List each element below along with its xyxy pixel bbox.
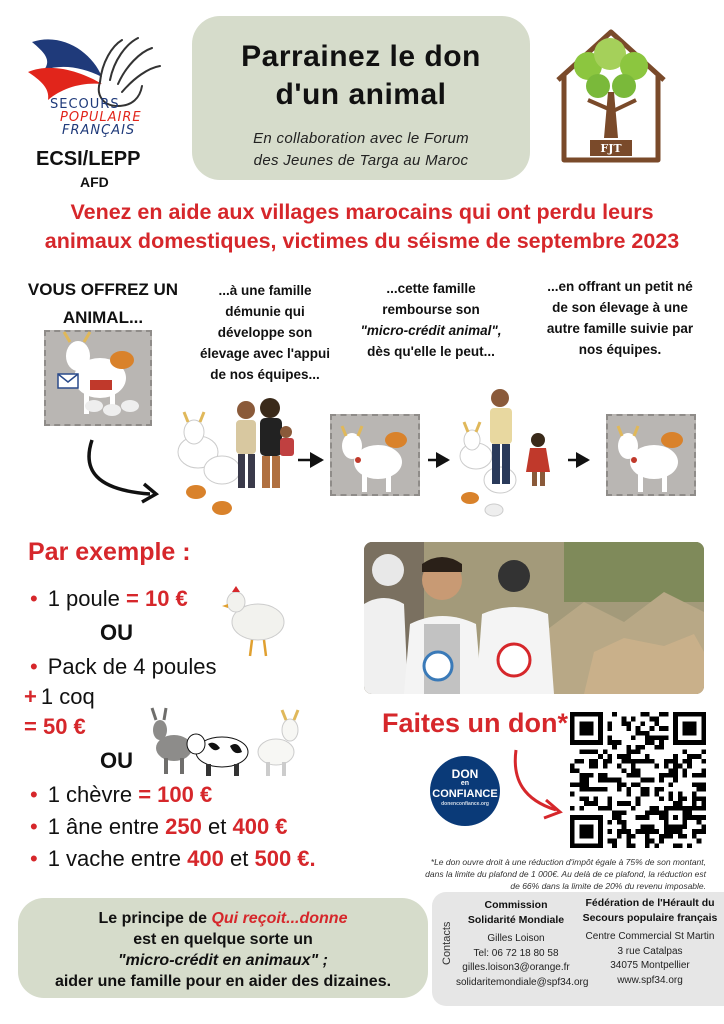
curved-arrow-head bbox=[142, 484, 156, 502]
footnote-line-1: *Le don ouvre droit à une réduction d'impôt égale à 75% de son montant, bbox=[430, 857, 706, 867]
examples-title: Par exemple : bbox=[28, 538, 191, 566]
contact-phone[interactable]: Tel: 06 72 18 80 58 bbox=[473, 947, 559, 959]
step-1-line: développe son bbox=[217, 325, 313, 340]
example-goat bbox=[30, 782, 212, 808]
subtitle-line-1: En collaboration avec le Forum bbox=[253, 130, 469, 147]
bullet: • bbox=[30, 782, 38, 807]
step-3-text bbox=[530, 276, 710, 360]
contact-email-1[interactable]: gilles.loison3@orange.fr bbox=[462, 962, 570, 973]
donkey-label: 1 âne entre bbox=[47, 814, 160, 839]
step-3-line: autre famille suivie par bbox=[546, 321, 694, 336]
cow-max: 500 €. bbox=[254, 846, 316, 871]
contact-federation bbox=[580, 896, 720, 988]
badge-line-3: CONFIANCE bbox=[432, 788, 498, 800]
bullet: • bbox=[30, 814, 38, 839]
title-line-2: d'un animal bbox=[275, 78, 447, 111]
father-child-animals-illustration bbox=[460, 389, 550, 516]
or-separator: OU bbox=[100, 748, 133, 773]
secours-populaire-wordmark bbox=[50, 98, 170, 137]
principle-line-1-text: Le principe de bbox=[98, 910, 207, 927]
fjt-logo-text: FJT bbox=[600, 142, 622, 155]
bullet: • bbox=[30, 586, 38, 611]
arrow-to-qr bbox=[515, 750, 556, 810]
goat-price: = 100 € bbox=[138, 782, 213, 807]
contacts-label: Contacts bbox=[441, 921, 453, 965]
step-2-text bbox=[352, 278, 510, 362]
plus-sign: + bbox=[24, 684, 37, 709]
footnote-line-3: de 66% dans la limite de 20% du revenu imposable. bbox=[510, 881, 706, 891]
principle-line-4: aider une famille pour en aider des dizaines. bbox=[54, 973, 392, 990]
donation-qr-code[interactable] bbox=[570, 712, 706, 848]
example-cow bbox=[30, 846, 316, 872]
page-subtitle bbox=[192, 128, 530, 172]
offer-text bbox=[26, 276, 180, 332]
donkey-max: 400 € bbox=[232, 814, 288, 839]
commission-heading-1: Commission bbox=[484, 899, 548, 911]
step-2-line bbox=[352, 320, 510, 341]
pack-label: Pack de 4 poules bbox=[47, 654, 217, 679]
rooster-label: 1 coq bbox=[40, 684, 95, 709]
program-label: ECSI/LEPP bbox=[36, 148, 141, 170]
step-1-text bbox=[192, 280, 338, 385]
donkey-cow-goat-illustration bbox=[152, 708, 298, 776]
micro-credit-animaux: "micro-crédit en animaux" ; bbox=[118, 952, 328, 969]
badge-line-1: DON bbox=[451, 767, 479, 781]
headline bbox=[0, 198, 724, 256]
bullet: • bbox=[30, 846, 38, 871]
headline-line-1: Venez en aide aux villages marocains qui ont perdu leurs bbox=[70, 200, 654, 224]
cow-min: 400 bbox=[187, 846, 224, 871]
org-line-3: FRANÇAIS bbox=[62, 123, 136, 138]
page-title bbox=[192, 38, 530, 114]
family-with-animals-illustration bbox=[178, 398, 294, 515]
example-pack bbox=[30, 654, 216, 680]
badge-line-2: en bbox=[460, 780, 470, 787]
org-line-1: SECOURS bbox=[50, 97, 120, 112]
step-1-line: élevage avec l'appui bbox=[199, 346, 331, 361]
goat-label: 1 chèvre bbox=[47, 782, 133, 807]
commission-heading-2: Solidarité Mondiale bbox=[467, 914, 565, 926]
subtitle-line-2: des Jeunes de Targa au Maroc bbox=[253, 152, 469, 169]
donate-title: Faites un don* bbox=[382, 708, 569, 738]
principle-line-3 bbox=[18, 950, 428, 971]
qui-recoit-donne: Qui reçoit...donne bbox=[211, 910, 348, 927]
hen-price: = 10 € bbox=[126, 586, 188, 611]
animal-card-gift bbox=[44, 330, 152, 426]
step-1-line: démunie qui bbox=[225, 304, 305, 319]
contact-email-2[interactable]: solidaritemondiale@spf34.org bbox=[456, 976, 589, 988]
headline-line-2: animaux domestiques, victimes du séisme de septembre 2023 bbox=[44, 229, 680, 253]
offer-line-2: ANIMAL... bbox=[62, 308, 144, 327]
address-line-2: 3 rue Catalpas bbox=[617, 945, 683, 957]
offer-line-1: VOUS OFFREZ UN bbox=[27, 280, 179, 299]
animal-card-pass-on bbox=[606, 414, 696, 496]
step-1-line: ...à une famille bbox=[218, 283, 312, 298]
hen-label: 1 poule bbox=[47, 586, 120, 611]
don-en-confiance-badge bbox=[430, 756, 500, 826]
principle-panel bbox=[18, 898, 428, 998]
footnote-line-2: dans la limite du plafond de 1 000€. Au delà de ce plafond, la réduction est bbox=[425, 869, 706, 879]
donkey-min: 250 bbox=[165, 814, 202, 839]
contact-name: Gilles Loison bbox=[487, 933, 545, 944]
step-2-line: dès qu'elle le peut... bbox=[367, 344, 495, 359]
step-3-line: ...en offrant un petit né bbox=[547, 279, 693, 294]
curved-arrow bbox=[89, 440, 150, 494]
pack-price-line bbox=[24, 714, 86, 740]
cow-label: 1 vache entre bbox=[47, 846, 182, 871]
federation-heading-2: Secours populaire français bbox=[582, 912, 718, 924]
funder-label: AFD bbox=[80, 174, 109, 190]
tax-footnote bbox=[410, 856, 706, 892]
title-panel bbox=[192, 16, 530, 180]
address-line-3: 34075 Montpellier bbox=[610, 960, 690, 971]
step-3-line: de son élevage à une bbox=[552, 300, 688, 315]
contact-commission bbox=[456, 898, 589, 990]
federation-website[interactable]: www.spf34.org bbox=[617, 974, 683, 986]
title-line-1: Parrainez le don bbox=[241, 40, 481, 73]
step-2-line: ...cette famille bbox=[386, 281, 476, 296]
animal-card-repay bbox=[330, 414, 420, 496]
example-donkey bbox=[30, 814, 288, 840]
org-line-2: POPULAIRE bbox=[60, 110, 142, 125]
principle-line-2: est en quelque sorte un bbox=[133, 931, 313, 948]
or-separator: OU bbox=[100, 620, 133, 645]
address-line-1: Centre Commercial St Martin bbox=[585, 931, 715, 942]
bullet: • bbox=[30, 654, 38, 679]
example-hen bbox=[30, 586, 188, 612]
hen-illustration bbox=[222, 586, 284, 656]
micro-credit-term: "micro-crédit animal", bbox=[360, 323, 502, 338]
fjt-logo bbox=[548, 20, 674, 170]
and-word: et bbox=[229, 846, 249, 871]
step-1-line: de nos équipes... bbox=[210, 367, 320, 382]
volunteers-photo bbox=[364, 542, 704, 694]
and-word: et bbox=[207, 814, 227, 839]
federation-heading-1: Fédération de l'Hérault du bbox=[585, 897, 715, 909]
step-3-line: nos équipes. bbox=[578, 342, 662, 357]
badge-line-4: donenconfiance.org bbox=[441, 801, 489, 807]
principle-line-1 bbox=[18, 908, 428, 929]
step-2-line: rembourse son bbox=[382, 302, 480, 317]
pack-price: = 50 € bbox=[24, 714, 86, 739]
example-rooster bbox=[24, 684, 95, 710]
